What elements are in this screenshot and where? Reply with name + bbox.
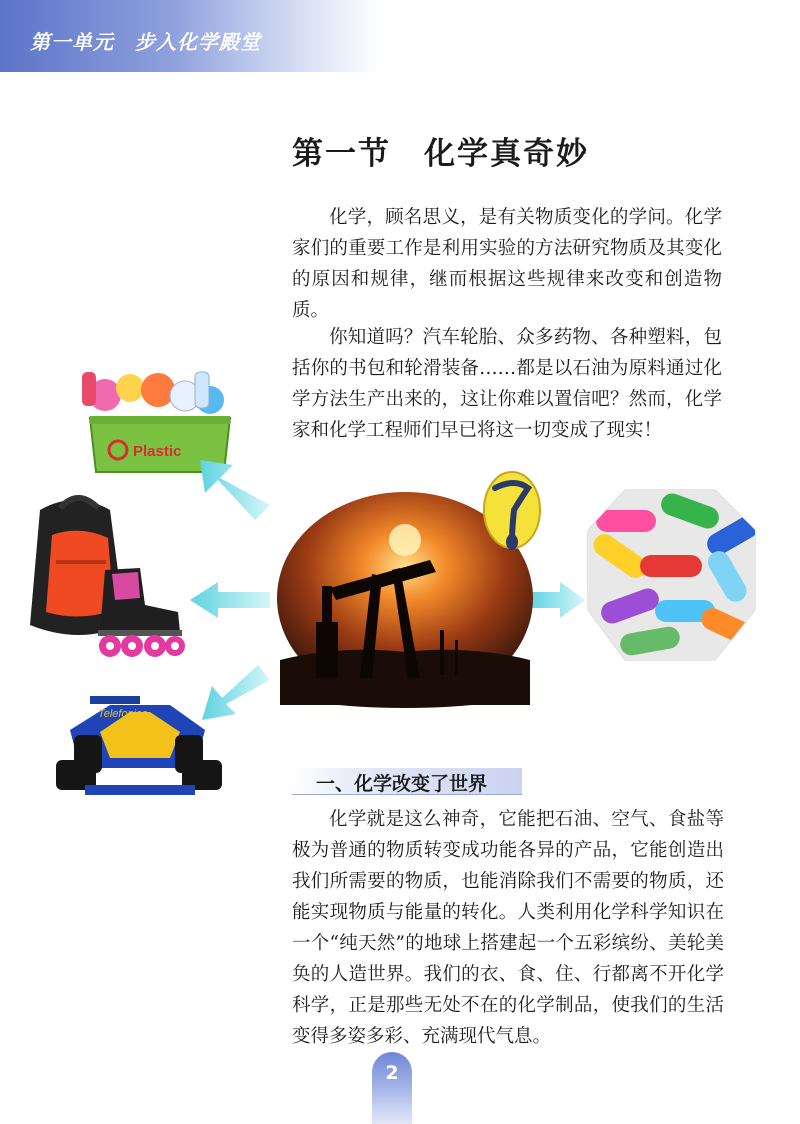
page-number-tab <box>372 1052 412 1124</box>
arrow-to-car-icon <box>202 665 270 720</box>
arrow-to-plastics-icon <box>200 460 270 520</box>
race-car-icon <box>56 696 222 795</box>
page-number: 2 <box>385 1062 399 1084</box>
plastic-bin-label: Plastic <box>133 443 182 460</box>
plastic-bin-icon <box>82 372 230 472</box>
arrow-to-medicine-icon <box>530 582 585 618</box>
petroleum-products-illustration <box>0 360 800 810</box>
section-title: 第一节 化学真奇妙 <box>292 136 589 172</box>
roller-skate-icon <box>98 568 185 657</box>
arrow-to-backpack-icon <box>190 582 270 618</box>
subheading-chemistry-changes-world <box>292 768 522 795</box>
race-car-label: Telefonica <box>98 708 148 720</box>
oil-drop-inset-image <box>484 472 540 550</box>
unit-title: 第一单元 步入化学殿堂 <box>30 30 261 54</box>
subheading-label: 一、化学改变了世界 <box>316 773 488 795</box>
paragraph-petroleum: 你知道吗？汽车轮胎、众多药物、各种塑料，包括你的书包和轮滑装备……都是以石油为原料通过化学方法生产出来的，这让你难以置信吧？然而，化学家和化学工程师们早已将这一切变成了现实！ <box>292 327 722 441</box>
paragraph-chemistry-world: 化学就是这么神奇，它能把石油、空气、食盐等极为普通的物质转变成功能各异的产品，它能创造出我们所需要的物质，也能消除我们不需要的物质，还能实现物质与能量的转化。人类利用化学科学知识在一个“纯天然”的地球上搭建起一个五彩缤纷、美轮美奂的人造世界。我们的衣、食、住、行都离不开化学科学，正是那些无处不在的化学制品，使我们的生活变得多姿多彩、充满现代气息。 <box>292 809 724 1047</box>
paragraph-intro: 化学，顾名思义，是有关物质变化的学问。化学家们的重要工作是利用实验的方法研究物质及其变化的原因和规律，继而根据这些规律来改变和创造物质。 <box>292 207 722 321</box>
medicine-capsules-image <box>585 488 762 663</box>
unit-header-band <box>0 0 380 72</box>
